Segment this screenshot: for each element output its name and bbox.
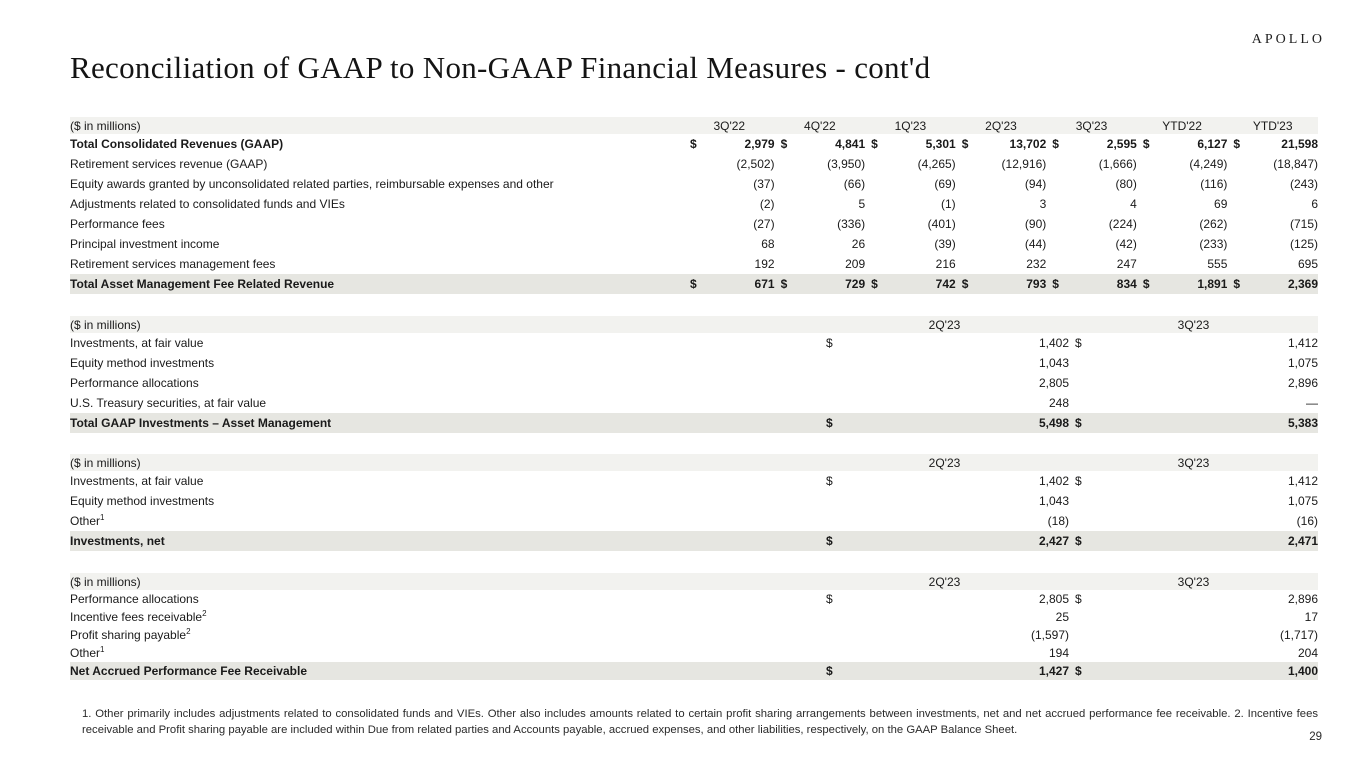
value: 5,383 bbox=[1287, 416, 1318, 430]
dollar-sign: $ bbox=[1233, 277, 1241, 291]
apollo-logo: APOLLO bbox=[1251, 32, 1325, 47]
table-row bbox=[70, 194, 1318, 214]
value: (39) bbox=[934, 237, 956, 251]
gaap-investments-table bbox=[70, 316, 1318, 433]
fee-related-revenue-table bbox=[70, 117, 1318, 294]
value: (224) bbox=[1108, 217, 1137, 231]
value-cell bbox=[775, 274, 866, 294]
value-cell bbox=[1227, 194, 1318, 214]
table-row bbox=[70, 491, 1318, 511]
dollar-sign: $ bbox=[1075, 336, 1082, 350]
value: 248 bbox=[1048, 396, 1069, 410]
row-label: Investments, net bbox=[70, 531, 820, 551]
value: (44) bbox=[1024, 237, 1047, 251]
value-cell bbox=[1069, 333, 1318, 353]
value: 1,075 bbox=[1287, 494, 1318, 508]
value-cell bbox=[1069, 662, 1318, 680]
table-row bbox=[70, 662, 1318, 680]
value-cell bbox=[684, 254, 775, 274]
dollar-sign: $ bbox=[826, 534, 833, 548]
value: 1,075 bbox=[1287, 356, 1318, 370]
table-header-row bbox=[70, 573, 1318, 590]
value: (69) bbox=[934, 177, 956, 191]
table-row bbox=[70, 393, 1318, 413]
value: (4,249) bbox=[1189, 157, 1228, 171]
value-cell bbox=[684, 194, 775, 214]
value: 68 bbox=[761, 237, 775, 251]
footnote: 1. Other primarily includes adjustments related to consolidated funds and VIEs. Other also includes amounts related to certain profit sharing arrangements between investments, net and net accrued performance fee receivable. 2. Incentive fees receivable and Profit sharing payable are included within Due from related parties and Accounts payable, accrued expenses, and other liabilities, respectively, on the GAAP Balance Sheet. bbox=[82, 708, 1318, 736]
column-header: 2Q'23 bbox=[956, 117, 1047, 134]
column-header: 1Q'23 bbox=[865, 117, 956, 134]
dollar-sign: $ bbox=[1233, 137, 1241, 151]
value-cell bbox=[1046, 194, 1137, 214]
value-cell bbox=[1046, 134, 1137, 154]
value: (18) bbox=[1047, 514, 1069, 528]
unit-label: ($ in millions) bbox=[70, 573, 820, 590]
value: 729 bbox=[845, 277, 866, 291]
value: 1,043 bbox=[1038, 356, 1069, 370]
value: 1,891 bbox=[1197, 277, 1228, 291]
table-header-row bbox=[70, 454, 1318, 471]
value-cell bbox=[1227, 234, 1318, 254]
value: 1,412 bbox=[1287, 474, 1318, 488]
dollar-sign: $ bbox=[826, 416, 833, 430]
dollar-sign: $ bbox=[1075, 474, 1082, 488]
value: 1,400 bbox=[1287, 664, 1318, 678]
value: (37) bbox=[753, 177, 775, 191]
table-row bbox=[70, 234, 1318, 254]
value-cell bbox=[684, 154, 775, 174]
table-row bbox=[70, 254, 1318, 274]
row-label: Equity method investments bbox=[70, 356, 215, 370]
value-cell bbox=[1137, 134, 1228, 154]
value-cell bbox=[820, 608, 1069, 626]
value: 1,402 bbox=[1038, 336, 1069, 350]
row-label: Equity awards granted by unconsolidated related parties, reimbursable expenses and other bbox=[70, 177, 554, 191]
value-cell bbox=[1227, 174, 1318, 194]
table-row bbox=[70, 274, 1318, 294]
value-cell bbox=[1069, 608, 1318, 626]
dollar-sign: $ bbox=[826, 664, 833, 678]
value-cell bbox=[820, 413, 1069, 433]
value-cell bbox=[865, 274, 956, 294]
fee-related-revenue-table bbox=[70, 117, 1318, 294]
column-header: 4Q'22 bbox=[775, 117, 866, 134]
dollar-sign: $ bbox=[1075, 664, 1082, 678]
value-cell bbox=[956, 154, 1047, 174]
value-cell bbox=[775, 214, 866, 234]
value: (1,597) bbox=[1030, 628, 1069, 642]
value: (80) bbox=[1115, 177, 1137, 191]
value: (3,950) bbox=[827, 157, 866, 171]
row-label: Performance allocations bbox=[70, 376, 199, 390]
value-cell bbox=[1069, 511, 1318, 531]
value-cell bbox=[1137, 194, 1228, 214]
value: 26 bbox=[851, 237, 866, 251]
unit-label: ($ in millions) bbox=[70, 117, 684, 134]
value: 192 bbox=[754, 257, 775, 271]
value-cell bbox=[956, 134, 1047, 154]
value-cell bbox=[775, 234, 866, 254]
table-row bbox=[70, 134, 1318, 154]
column-header: 3Q'22 bbox=[684, 117, 775, 134]
table-row bbox=[70, 511, 1318, 531]
value: 21,598 bbox=[1281, 137, 1318, 151]
value-cell bbox=[956, 234, 1047, 254]
value-cell bbox=[1137, 234, 1228, 254]
investments-net-table bbox=[70, 454, 1318, 551]
value: 834 bbox=[1116, 277, 1137, 291]
value-cell bbox=[1069, 393, 1318, 413]
value: 4,841 bbox=[835, 137, 866, 151]
value-cell bbox=[1069, 626, 1318, 644]
value: (1,717) bbox=[1279, 628, 1318, 642]
page-title: Reconciliation of GAAP to Non-GAAP Financial Measures - cont'd bbox=[70, 50, 931, 85]
value: 209 bbox=[845, 257, 866, 271]
net-accrued-performance-fee-table bbox=[70, 573, 1318, 680]
value-cell bbox=[1137, 214, 1228, 234]
dollar-sign: $ bbox=[1052, 277, 1059, 291]
value-cell bbox=[956, 274, 1047, 294]
value-cell bbox=[1069, 353, 1318, 373]
value: 25 bbox=[1055, 610, 1069, 624]
table-row bbox=[70, 608, 1318, 626]
value-cell bbox=[865, 234, 956, 254]
value-cell bbox=[1227, 254, 1318, 274]
value-cell bbox=[1227, 134, 1318, 154]
value-cell bbox=[1227, 274, 1318, 294]
value-cell bbox=[775, 134, 866, 154]
row-label: Principal investment income bbox=[70, 237, 220, 251]
table-row bbox=[70, 154, 1318, 174]
value-cell bbox=[684, 234, 775, 254]
dollar-sign: $ bbox=[780, 277, 788, 291]
page-number: 29 bbox=[1309, 731, 1322, 743]
row-label: Equity method investments bbox=[70, 494, 215, 508]
value-cell bbox=[1046, 254, 1137, 274]
table-row bbox=[70, 174, 1318, 194]
value: 4 bbox=[1130, 197, 1137, 211]
value-cell bbox=[865, 194, 956, 214]
value: (262) bbox=[1199, 217, 1228, 231]
value: 1,043 bbox=[1038, 494, 1069, 508]
dollar-sign: $ bbox=[1142, 137, 1150, 151]
value: 2,896 bbox=[1287, 376, 1318, 390]
value-cell bbox=[820, 531, 1069, 551]
dollar-sign: $ bbox=[826, 592, 833, 606]
column-header: 3Q'23 bbox=[1069, 573, 1318, 590]
value-cell bbox=[865, 214, 956, 234]
value: 232 bbox=[1026, 257, 1047, 271]
value: (125) bbox=[1289, 237, 1318, 251]
row-label: Total GAAP Investments – Asset Management bbox=[70, 413, 820, 433]
value-cell bbox=[1069, 644, 1318, 662]
dollar-sign: $ bbox=[871, 277, 878, 291]
gaap-investments-table bbox=[70, 316, 1318, 433]
value-cell bbox=[1137, 174, 1228, 194]
row-label: U.S. Treasury securities, at fair value bbox=[70, 396, 267, 410]
value-cell bbox=[865, 134, 956, 154]
value-cell bbox=[820, 393, 1069, 413]
row-label: Other$^1$ bbox=[70, 645, 105, 660]
value-cell bbox=[865, 254, 956, 274]
dollar-sign: $ bbox=[961, 277, 969, 291]
value-cell bbox=[1046, 154, 1137, 174]
row-label: Adjustments related to consolidated funds and VIEs bbox=[70, 197, 345, 211]
value: 742 bbox=[935, 277, 956, 291]
value: (336) bbox=[837, 217, 866, 231]
value-cell bbox=[775, 174, 866, 194]
column-header: 3Q'23 bbox=[1069, 316, 1318, 333]
row-label: Total Asset Management Fee Related Revenue bbox=[70, 274, 684, 294]
unit-label: ($ in millions) bbox=[70, 316, 820, 333]
investments-net-table bbox=[70, 454, 1318, 551]
value-cell bbox=[820, 511, 1069, 531]
value: 5,301 bbox=[925, 137, 956, 151]
table-row bbox=[70, 333, 1318, 353]
value-cell bbox=[684, 214, 775, 234]
value-cell bbox=[820, 373, 1069, 393]
dollar-sign: $ bbox=[1052, 137, 1059, 151]
value-cell bbox=[820, 644, 1069, 662]
row-label: Profit sharing payable$^2$ bbox=[70, 627, 191, 642]
value: 1,412 bbox=[1287, 336, 1318, 350]
dollar-sign: $ bbox=[826, 474, 833, 488]
table-header-row bbox=[70, 316, 1318, 333]
value: 2,979 bbox=[744, 137, 775, 151]
value: 2,595 bbox=[1106, 137, 1137, 151]
value: 1,427 bbox=[1038, 664, 1069, 678]
value-cell bbox=[865, 154, 956, 174]
value: 3 bbox=[1039, 197, 1047, 211]
value: 2,896 bbox=[1287, 592, 1318, 606]
row-label: Other$^1$ bbox=[70, 513, 105, 528]
dollar-sign: $ bbox=[1075, 592, 1082, 606]
value: (90) bbox=[1024, 217, 1047, 231]
table-row bbox=[70, 590, 1318, 608]
unit-label: ($ in millions) bbox=[70, 454, 820, 471]
value: 69 bbox=[1214, 197, 1228, 211]
value-cell bbox=[820, 662, 1069, 680]
value: 5 bbox=[858, 197, 866, 211]
value-cell bbox=[956, 214, 1047, 234]
value: (66) bbox=[843, 177, 866, 191]
value-cell bbox=[820, 333, 1069, 353]
row-label: Incentive fees receivable$^2$ bbox=[70, 609, 207, 624]
value-cell bbox=[956, 254, 1047, 274]
column-header: 3Q'23 bbox=[1046, 117, 1137, 134]
column-header: 3Q'23 bbox=[1069, 454, 1318, 471]
value: 2,805 bbox=[1038, 592, 1069, 606]
value-cell bbox=[820, 353, 1069, 373]
value: (2,502) bbox=[736, 157, 775, 171]
row-label: Investments, at fair value bbox=[70, 336, 204, 350]
dollar-sign: $ bbox=[690, 137, 697, 151]
net-accrued-performance-fee-table bbox=[70, 573, 1318, 680]
value-cell bbox=[1069, 531, 1318, 551]
value: (27) bbox=[753, 217, 775, 231]
value-cell bbox=[1227, 214, 1318, 234]
value-cell bbox=[684, 274, 775, 294]
value-cell bbox=[1046, 214, 1137, 234]
value-cell bbox=[956, 174, 1047, 194]
value: (715) bbox=[1289, 217, 1318, 231]
value-cell bbox=[1137, 254, 1228, 274]
value: 695 bbox=[1297, 257, 1318, 271]
value-cell bbox=[820, 626, 1069, 644]
value: (1) bbox=[941, 197, 956, 211]
value: (12,916) bbox=[1001, 157, 1047, 171]
value-cell bbox=[684, 174, 775, 194]
value: 247 bbox=[1116, 257, 1137, 271]
value-cell bbox=[820, 471, 1069, 491]
value-cell bbox=[1069, 590, 1318, 608]
row-label: Investments, at fair value bbox=[70, 474, 204, 488]
table-row bbox=[70, 373, 1318, 393]
table-row bbox=[70, 413, 1318, 433]
value: 216 bbox=[935, 257, 956, 271]
table-row bbox=[70, 471, 1318, 491]
value: 5,498 bbox=[1038, 416, 1069, 430]
value: 2,805 bbox=[1038, 376, 1069, 390]
value: (2) bbox=[759, 197, 775, 211]
value: (94) bbox=[1024, 177, 1047, 191]
value-cell bbox=[1137, 274, 1228, 294]
value: (4,265) bbox=[917, 157, 956, 171]
value: 6,127 bbox=[1197, 137, 1228, 151]
value: (116) bbox=[1200, 177, 1228, 191]
table-row bbox=[70, 626, 1318, 644]
row-label: Retirement services management fees bbox=[70, 257, 276, 271]
value-cell bbox=[684, 134, 775, 154]
table-row bbox=[70, 531, 1318, 551]
dollar-sign: $ bbox=[1142, 277, 1150, 291]
value: 194 bbox=[1048, 646, 1069, 660]
value-cell bbox=[775, 254, 866, 274]
column-header: YTD'23 bbox=[1227, 117, 1318, 134]
row-label: Net Accrued Performance Fee Receivable bbox=[70, 662, 820, 680]
dollar-sign: $ bbox=[826, 336, 833, 350]
value-cell bbox=[775, 194, 866, 214]
table-header-row bbox=[70, 117, 1318, 134]
value-cell bbox=[1137, 154, 1228, 174]
value: 2,369 bbox=[1287, 277, 1318, 291]
value-cell bbox=[865, 174, 956, 194]
value: (401) bbox=[927, 217, 956, 231]
value-cell bbox=[1069, 373, 1318, 393]
value-cell bbox=[1046, 234, 1137, 254]
dollar-sign: $ bbox=[690, 277, 697, 291]
value: 793 bbox=[1026, 277, 1047, 291]
value: — bbox=[1306, 396, 1318, 410]
column-header: 2Q'23 bbox=[820, 573, 1069, 590]
value-cell bbox=[820, 491, 1069, 511]
value: (1,666) bbox=[1098, 157, 1137, 171]
row-label: Performance allocations bbox=[70, 592, 199, 606]
dollar-sign: $ bbox=[871, 137, 878, 151]
dollar-sign: $ bbox=[1075, 534, 1082, 548]
value-cell bbox=[1069, 413, 1318, 433]
value: (243) bbox=[1289, 177, 1318, 191]
value: 2,471 bbox=[1287, 534, 1318, 548]
row-label: Performance fees bbox=[70, 217, 165, 231]
column-header: YTD'22 bbox=[1137, 117, 1228, 134]
value: 2,427 bbox=[1038, 534, 1069, 548]
value: 671 bbox=[754, 277, 775, 291]
table-row bbox=[70, 353, 1318, 373]
value-cell bbox=[956, 194, 1047, 214]
value-cell bbox=[1227, 154, 1318, 174]
value: (233) bbox=[1199, 237, 1228, 251]
dollar-sign: $ bbox=[961, 137, 969, 151]
column-header: 2Q'23 bbox=[820, 454, 1069, 471]
value-cell bbox=[775, 154, 866, 174]
value: 6 bbox=[1311, 197, 1318, 211]
value-cell bbox=[1046, 174, 1137, 194]
value-cell bbox=[820, 590, 1069, 608]
row-label: Total Consolidated Revenues (GAAP) bbox=[70, 137, 284, 151]
value: 17 bbox=[1304, 610, 1318, 624]
value: 555 bbox=[1207, 257, 1228, 271]
value: 204 bbox=[1297, 646, 1318, 660]
value-cell bbox=[1069, 491, 1318, 511]
value-cell bbox=[1069, 471, 1318, 491]
value: (16) bbox=[1296, 514, 1318, 528]
column-header: 2Q'23 bbox=[820, 316, 1069, 333]
row-label: Retirement services revenue (GAAP) bbox=[70, 157, 268, 171]
table-row bbox=[70, 214, 1318, 234]
value: (18,847) bbox=[1273, 157, 1318, 171]
dollar-sign: $ bbox=[780, 137, 788, 151]
value-cell bbox=[1046, 274, 1137, 294]
table-row bbox=[70, 644, 1318, 662]
dollar-sign: $ bbox=[1075, 416, 1082, 430]
value: 1,402 bbox=[1038, 474, 1069, 488]
value: 13,702 bbox=[1009, 137, 1047, 151]
value: (42) bbox=[1115, 237, 1137, 251]
